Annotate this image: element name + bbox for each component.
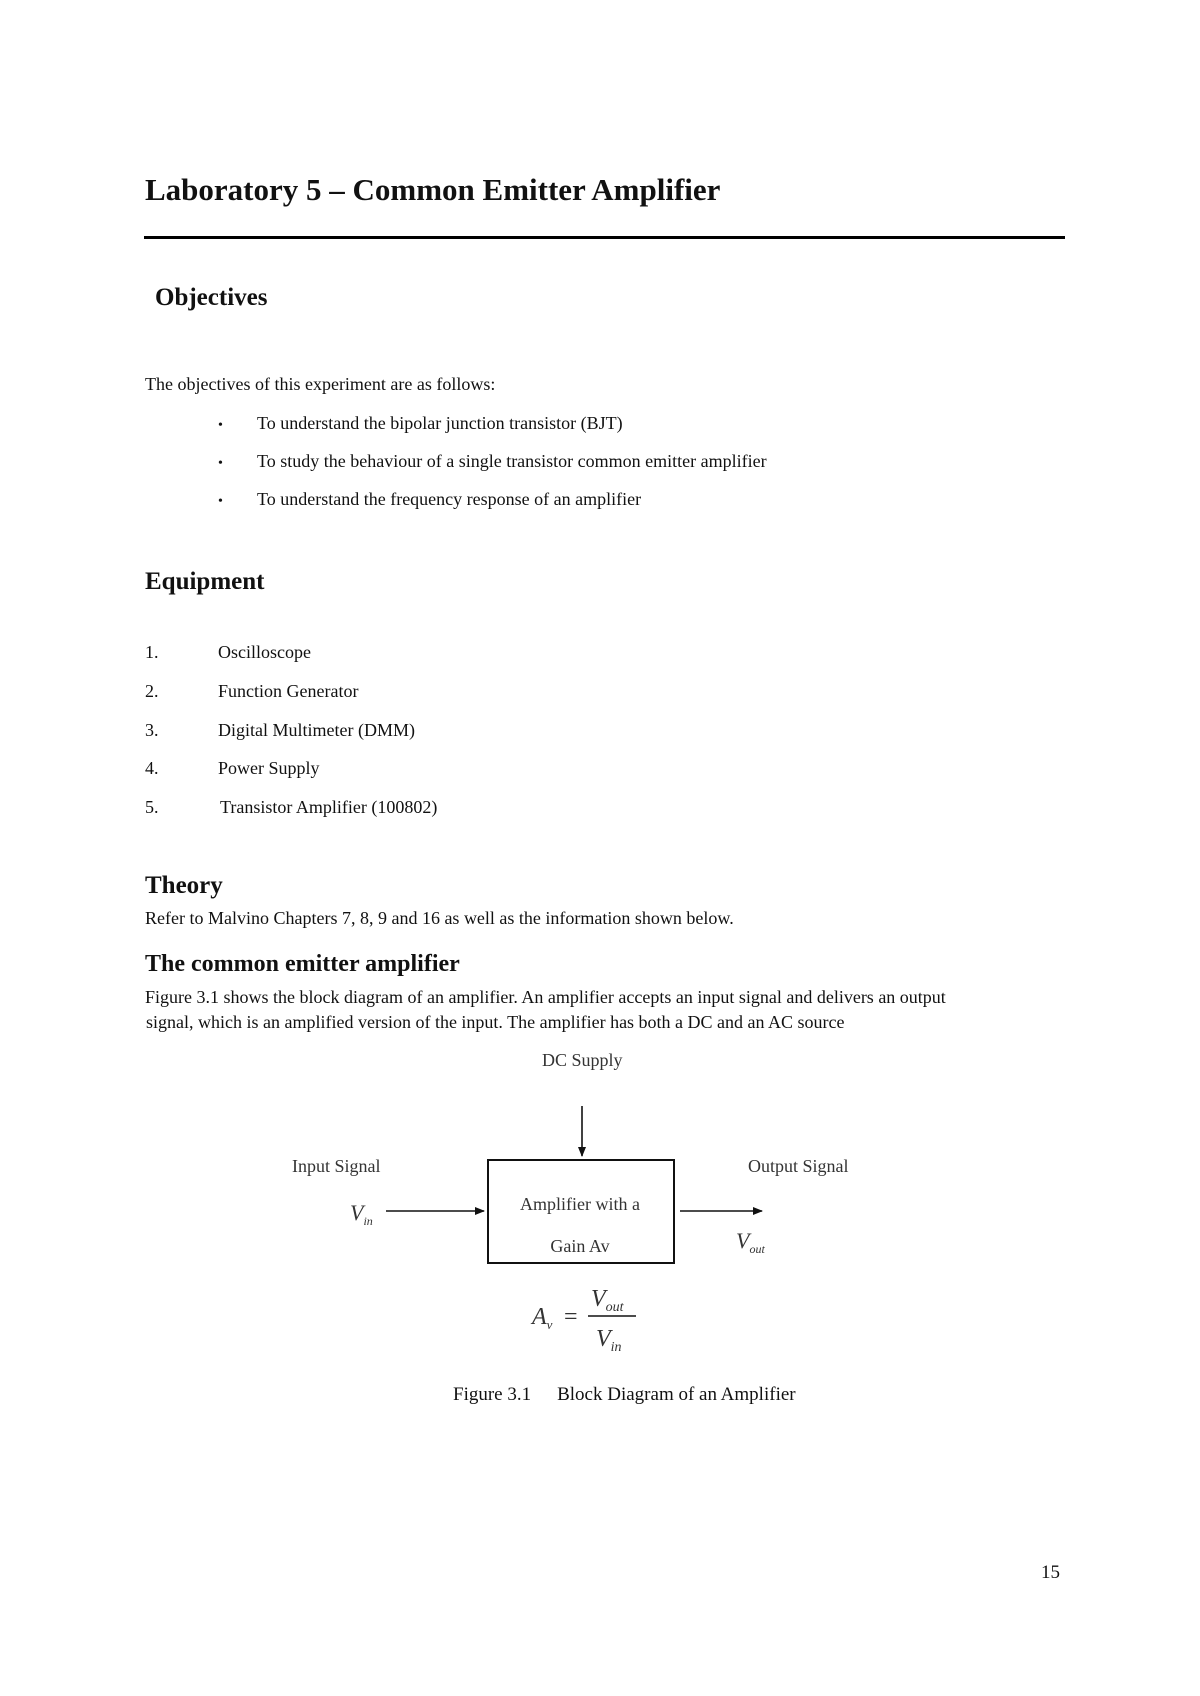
equipment-num-3: 3. [145,720,159,740]
equipment-item-2: Function Generator [218,681,359,701]
vout-main: V [736,1228,750,1253]
eq-a-main: A [532,1304,547,1330]
eq-den-main: V [596,1326,611,1352]
common-emitter-line-2: signal, which is an amplified version of the input. The amplifier has both a DC and an AC source [146,1012,845,1032]
objectives-heading: Objectives [155,284,268,311]
objectives-bullet-2: • [218,456,223,471]
theory-text: Refer to Malvino Chapters 7, 8, 9 and 16 as well as the information shown below. [145,908,734,928]
eq-a-sub: v [546,1317,553,1332]
figure-caption-label: Figure 3.1 [453,1384,532,1405]
amplifier-box-line-2: Gain Av [550,1236,610,1256]
equipment-num-1: 1. [145,642,159,662]
theory-heading: Theory [145,872,223,899]
equipment-num-5: 5. [145,797,159,817]
equipment-num-4: 4. [145,758,159,778]
equipment-item-3: Digital Multimeter (DMM) [218,720,415,740]
eq-num-main: V [591,1286,606,1312]
figure-caption [453,1384,796,1406]
vin-label [350,1200,373,1228]
dc-supply-label: DC Supply [542,1050,623,1070]
objectives-item-2: To study the behaviour of a single transistor common emitter amplifier [257,451,767,471]
equipment-item-4: Power Supply [218,758,320,778]
gain-equation-lhs [530,1304,553,1332]
equipment-item-1: Oscilloscope [218,642,311,662]
common-emitter-line-1: Figure 3.1 shows the block diagram of an amplifier. An amplifier accepts an input signal and delivers an output [145,987,946,1007]
equipment-num-2: 2. [145,681,159,701]
vin-main: V [350,1200,364,1225]
amplifier-box-line-1: Amplifier with a [520,1194,640,1214]
eq-num-sub: out [605,1300,624,1315]
page-number: 15 [1041,1562,1060,1583]
gain-equation-denominator [596,1326,622,1355]
objectives-intro: The objectives of this experiment are as follows: [145,374,496,394]
input-signal-label: Input Signal [292,1156,381,1176]
objectives-item-1: To understand the bipolar junction transistor (BJT) [257,413,623,433]
figure-caption-text: Block Diagram of an Amplifier [557,1384,796,1405]
eq-den-sub: in [610,1340,622,1355]
page-title: Laboratory 5 – Common Emitter Amplifier [145,172,721,207]
vout-sub: out [749,1242,765,1256]
vout-label [736,1228,765,1256]
amplifier-block-diagram [270,1040,890,1380]
objectives-item-3: To understand the frequency response of an amplifier [257,489,642,509]
gain-equation-equals: = [564,1304,578,1330]
title-rule [144,236,1065,239]
output-signal-label: Output Signal [748,1156,849,1176]
vin-sub: in [363,1214,373,1228]
equipment-heading: Equipment [145,568,265,595]
equipment-item-5: Transistor Amplifier (100802) [220,797,438,817]
objectives-bullet-1: • [218,418,223,433]
objectives-bullet-3: • [218,494,223,509]
gain-equation-numerator [591,1286,625,1315]
common-emitter-heading: The common emitter amplifier [145,951,460,977]
